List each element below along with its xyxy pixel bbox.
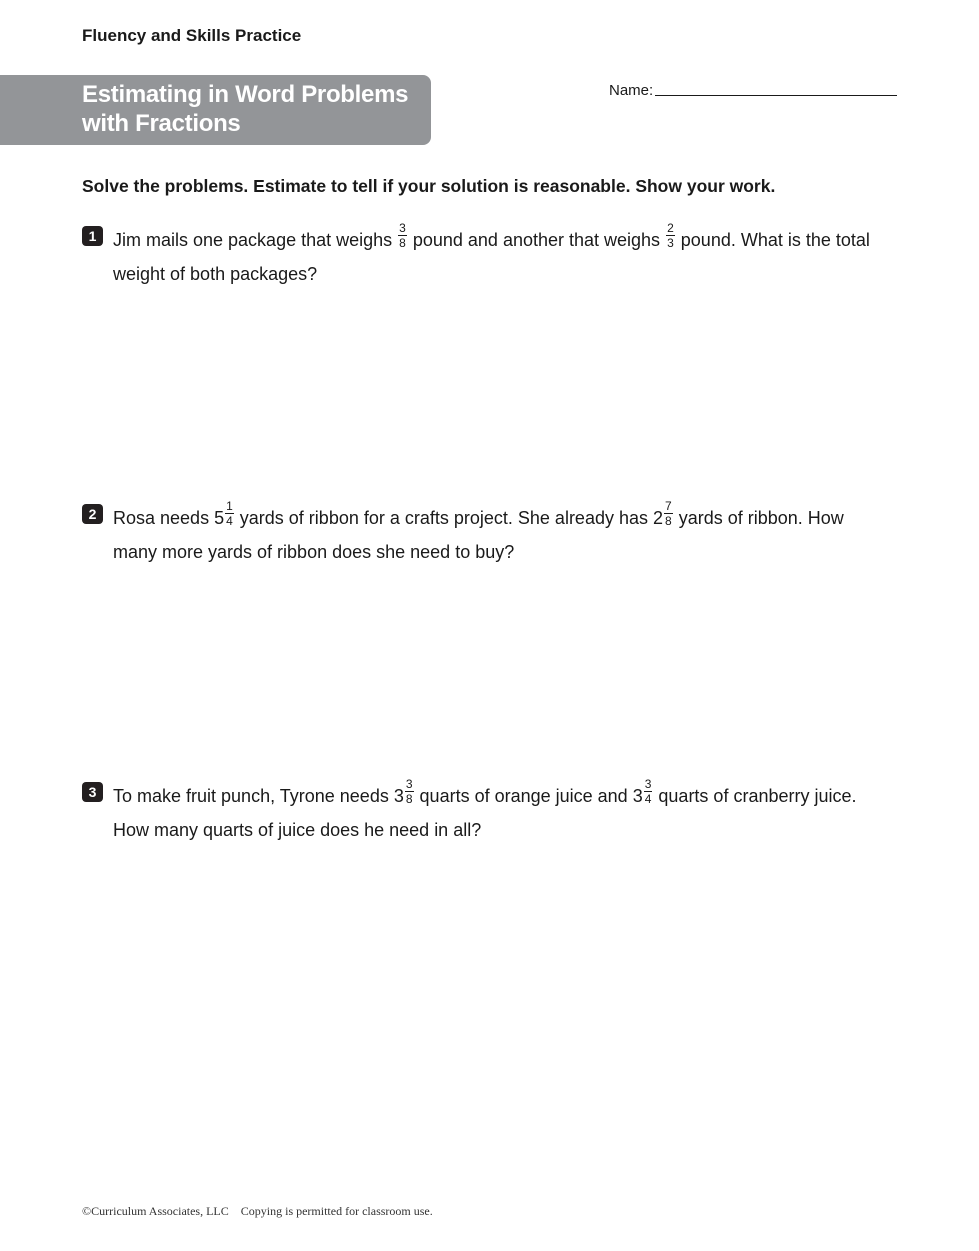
numerator: 1	[226, 498, 233, 513]
text-segment: Rosa needs 5	[113, 508, 225, 528]
permission-text: Copying is permitted for classroom use.	[240, 1204, 433, 1218]
text-segment: pound and another that weighs	[412, 230, 661, 250]
section-label: Fluency and Skills Practice	[82, 26, 302, 45]
copyright-text: ©Curriculum Associates, LLC	[82, 1204, 229, 1218]
text-segment: How many quarts of juice does he need in all?	[113, 820, 482, 840]
text-segment: To make fruit punch, Tyrone needs 3	[113, 786, 404, 806]
page-title	[82, 80, 427, 138]
problem-number-badge: 3	[82, 782, 103, 802]
denominator: 4	[644, 791, 652, 806]
problem-text	[113, 776, 913, 847]
text-segment: Jim mails one package that weighs	[113, 230, 393, 250]
fraction	[666, 222, 675, 249]
problem-number-badge: 2	[82, 504, 103, 524]
denominator: 8	[399, 235, 406, 250]
text-segment: many more yards of ribbon does she need to buy?	[113, 542, 515, 562]
footer	[82, 1204, 445, 1219]
problem-text	[113, 498, 913, 569]
numerator: 3	[644, 776, 652, 791]
page-title-line-1: Estimating in Word Problems	[82, 81, 409, 108]
text-segment: weight of both packages?	[113, 264, 318, 284]
fraction	[644, 778, 653, 805]
instructions: Solve the problems. Estimate to tell if your solution is reasonable. Show your work.	[82, 176, 776, 196]
text-segment: pound. What is the total	[680, 230, 870, 250]
numerator: 3	[399, 220, 406, 235]
fraction	[225, 500, 234, 527]
name-label: Name:	[609, 82, 654, 99]
page-title-line-2: with Fractions	[82, 110, 241, 137]
name-field-line[interactable]	[655, 95, 897, 96]
text-segment: quarts of cranberry juice.	[658, 786, 857, 806]
denominator: 8	[405, 791, 413, 806]
fraction	[398, 222, 407, 249]
text-segment: yards of ribbon. How	[678, 508, 844, 528]
problem-number-badge: 1	[82, 226, 103, 246]
problem-text	[113, 220, 913, 291]
numerator: 7	[665, 498, 672, 513]
numerator: 2	[667, 220, 674, 235]
fraction	[664, 500, 673, 527]
denominator: 3	[667, 235, 674, 250]
numerator: 3	[405, 776, 413, 791]
fraction	[405, 778, 414, 805]
denominator: 8	[665, 513, 672, 528]
text-segment: quarts of orange juice and 3	[419, 786, 643, 806]
denominator: 4	[226, 513, 233, 528]
text-segment: yards of ribbon for a crafts project. She already has 2	[239, 508, 664, 528]
